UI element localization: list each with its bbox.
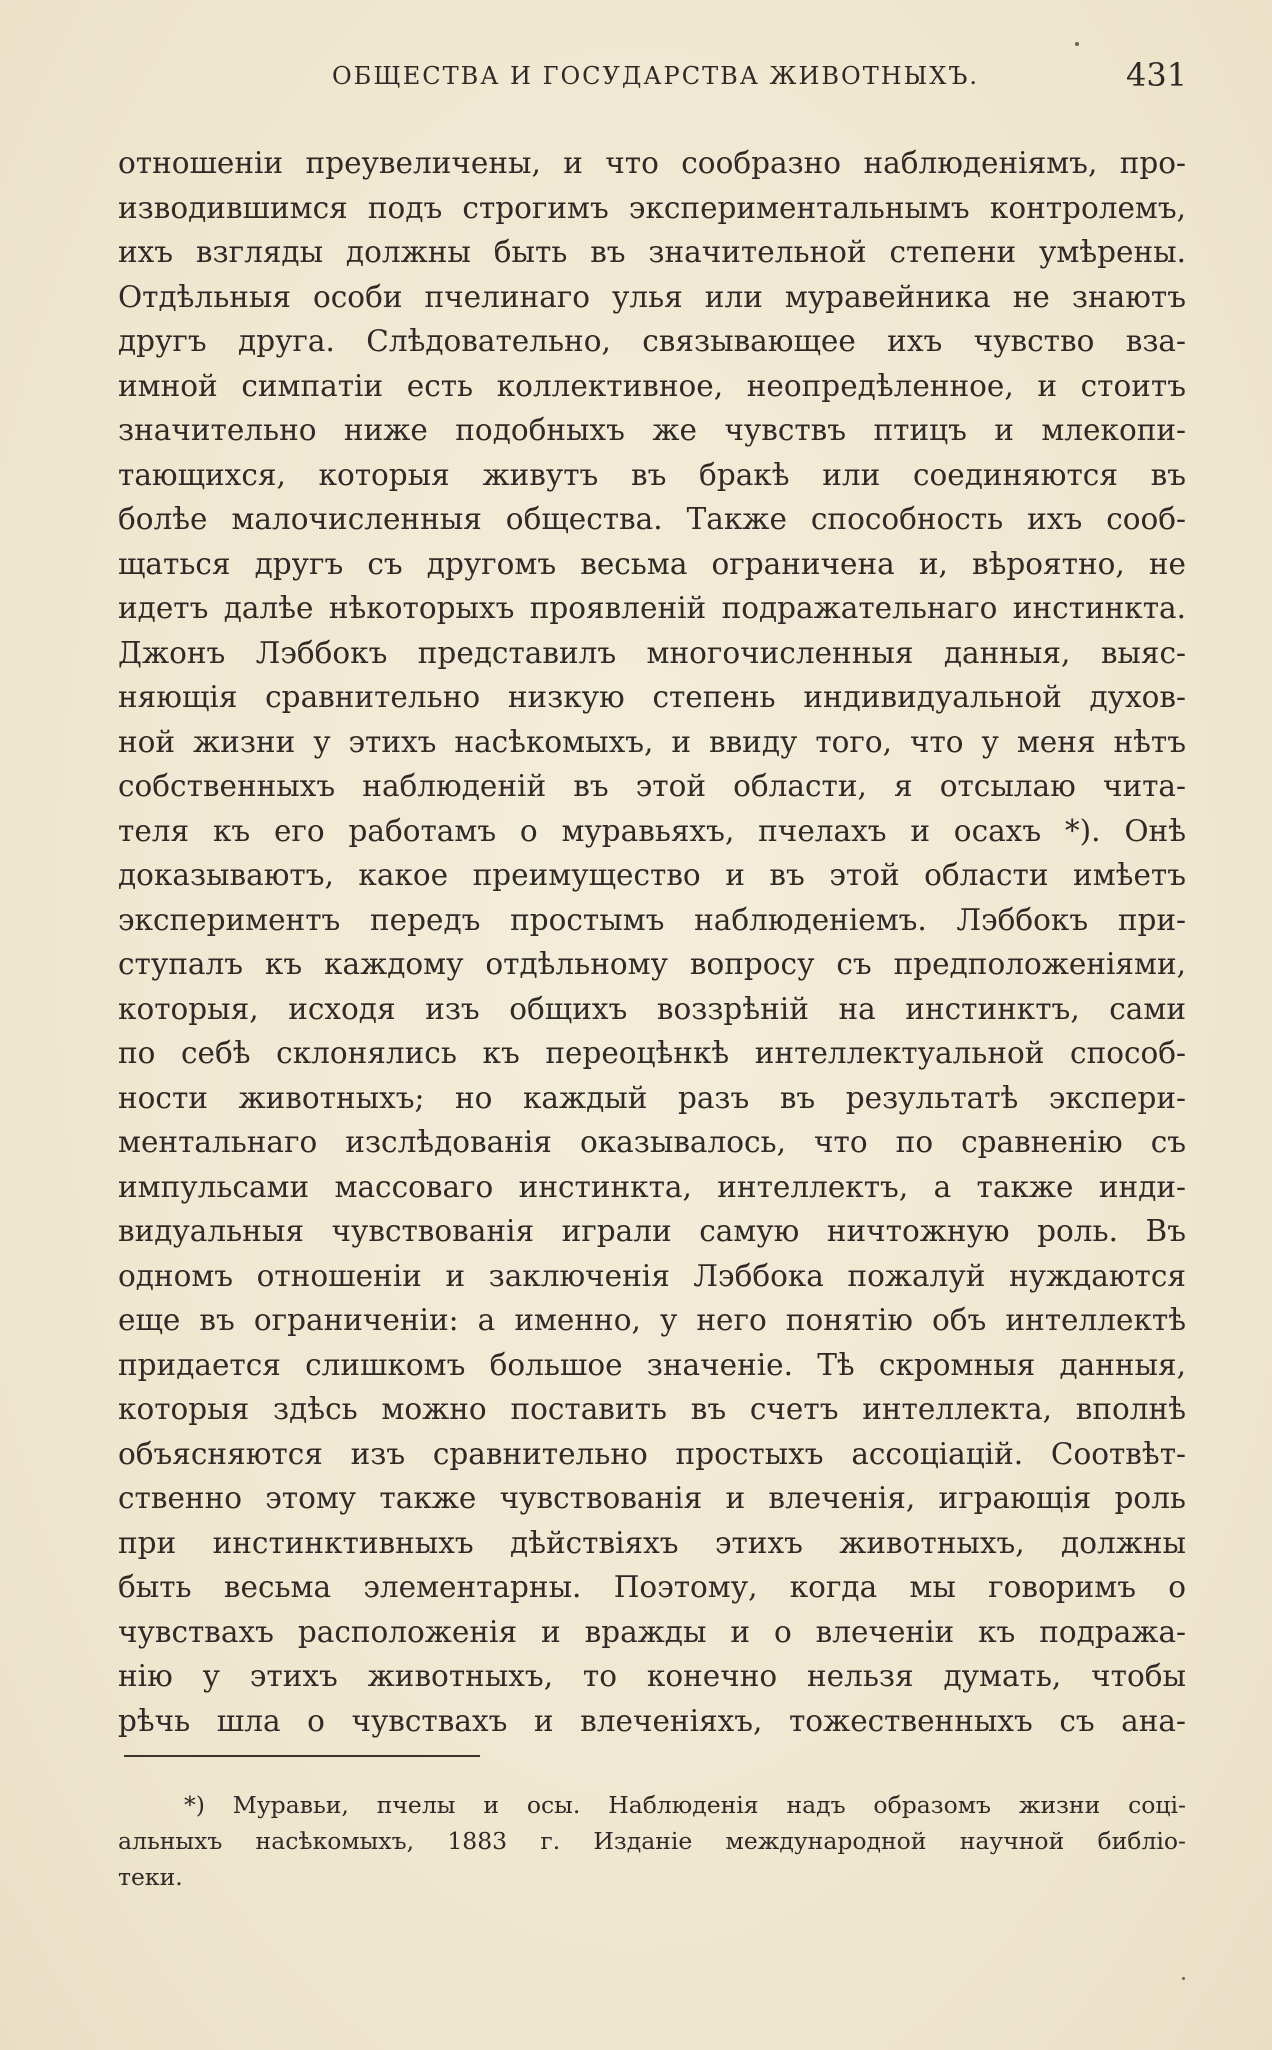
- footnote: [118, 1787, 1186, 1895]
- text-line: ментальнаго изслѣдованiя оказывалось, что по сравненiю съ: [118, 1125, 1186, 1159]
- text-line: значительно ниже подобныхъ же чувствъ птицъ и млекопи-: [118, 413, 1186, 447]
- body-text: [118, 141, 1186, 1743]
- text-line: болѣе малочисленныя общества. Также способность ихъ сооб-: [118, 502, 1186, 536]
- text-line: отношенiи преувеличены, и что сообразно наблюденiямъ, про-: [118, 146, 1186, 180]
- text-line: ственно этому также чувствованiя и влеченiя, играющiя роль: [118, 1481, 1186, 1515]
- text-line: при инстинктивныхъ дѣйствiяхъ этихъ животныхъ, должны: [118, 1525, 1186, 1560]
- text-line: объясняются изъ сравнительно простыхъ ассоцiацiй. Соотвѣт-: [118, 1436, 1186, 1471]
- paper-speck: [1075, 42, 1079, 46]
- text-line: Джонъ Лэббокъ представилъ многочисленныя данныя, выяс-: [118, 635, 1186, 670]
- text-line: ступалъ къ каждому отдѣльному вопросу съ предположенiями,: [118, 947, 1186, 981]
- text-line: идетъ далѣе нѣкоторыхъ проявленiй подражательнаго инстинкта.: [118, 591, 1186, 625]
- text-line: одномъ отношенiи и заключенiя Лэббока пожалуй нуждаются: [118, 1258, 1186, 1293]
- running-title: ОБЩЕСТВА И ГОСУДАРСТВА ЖИВОТНЫХЪ.: [332, 62, 980, 90]
- text-line: видуальныя чувствованiя играли самую ничтожную роль. Въ: [118, 1214, 1186, 1248]
- text-line: ности животныхъ; но каждый разъ въ результатѣ экспери-: [118, 1080, 1186, 1115]
- text-line: быть весьма элементарны. Поэтому, когда мы говоримъ о: [118, 1570, 1186, 1604]
- text-line: рѣчь шла о чувствахъ и влеченiяхъ, тожественныхъ съ ана-: [118, 1703, 1186, 1738]
- text-line: импульсами массоваго инстинкта, интеллектъ, а также инди-: [118, 1169, 1186, 1204]
- running-head: [0, 56, 1272, 96]
- paper-speck: [1182, 1977, 1185, 1980]
- text-line: чувствахъ расположенiя и вражды и о влеченiи къ подража-: [118, 1614, 1186, 1649]
- text-line: которыя, исходя изъ общихъ воззрѣнiй на инстинктъ, сами: [118, 991, 1186, 1026]
- text-line: которыя здѣсь можно поставить въ счетъ интеллекта, вполнѣ: [118, 1392, 1186, 1426]
- page-number: 431: [1126, 56, 1188, 94]
- text-line: ихъ взгляды должны быть въ значительной степени умѣрены.: [118, 235, 1186, 269]
- text-line: еще въ ограниченiи: а именно, у него понятiю объ интеллектѣ: [118, 1303, 1186, 1337]
- text-line: теля къ его работамъ о муравьяхъ, пчелахъ и осахъ *). Онѣ: [118, 813, 1186, 848]
- footnote-line: теки.: [118, 1863, 183, 1891]
- text-line: доказываютъ, какое преимущество и въ этой области имѣетъ: [118, 858, 1186, 892]
- text-line: ной жизни у этихъ насѣкомыхъ, и ввиду того, что у меня нѣтъ: [118, 724, 1186, 759]
- text-line: экспериментъ передъ простымъ наблюденiемъ. Лэббокъ при-: [118, 902, 1186, 937]
- text-line: нiю у этихъ животныхъ, то конечно нельзя думать, чтобы: [118, 1659, 1186, 1693]
- footnote-line: *) Муравьи, пчелы и осы. Наблюденiя надъ образомъ жизни соцi-: [184, 1791, 1186, 1819]
- text-line: имной симпатiи есть коллективное, неопредѣленное, и стоитъ: [118, 368, 1186, 403]
- text-line: придается слишкомъ большое значенiе. Тѣ скромныя данныя,: [118, 1347, 1186, 1382]
- text-line: собственныхъ наблюденiй въ этой области, я отсылаю чита-: [118, 769, 1186, 803]
- text-line: изводившимся подъ строгимъ экспериментальнымъ контролемъ,: [118, 190, 1186, 225]
- text-line: по себѣ склонялись къ переоцѣнкѣ интеллектуальной способ-: [118, 1036, 1186, 1070]
- text-line: тающихся, которыя живутъ въ бракѣ или соединяются въ: [118, 457, 1186, 492]
- footnote-divider: [124, 1755, 480, 1757]
- text-line: Отдѣльныя особи пчелинаго улья или муравейника не знаютъ: [118, 279, 1186, 314]
- footnote-line: альныхъ насѣкомыхъ, 1883 г. Изданiе международной научной библiо-: [118, 1827, 1186, 1855]
- text-line: няющiя сравнительно низкую степень индивидуальной духов-: [118, 680, 1186, 714]
- text-line: другъ друга. Слѣдовательно, связывающее ихъ чувство вза-: [118, 324, 1186, 358]
- text-line: щаться другъ съ другомъ весьма ограничена и, вѣроятно, не: [118, 546, 1186, 581]
